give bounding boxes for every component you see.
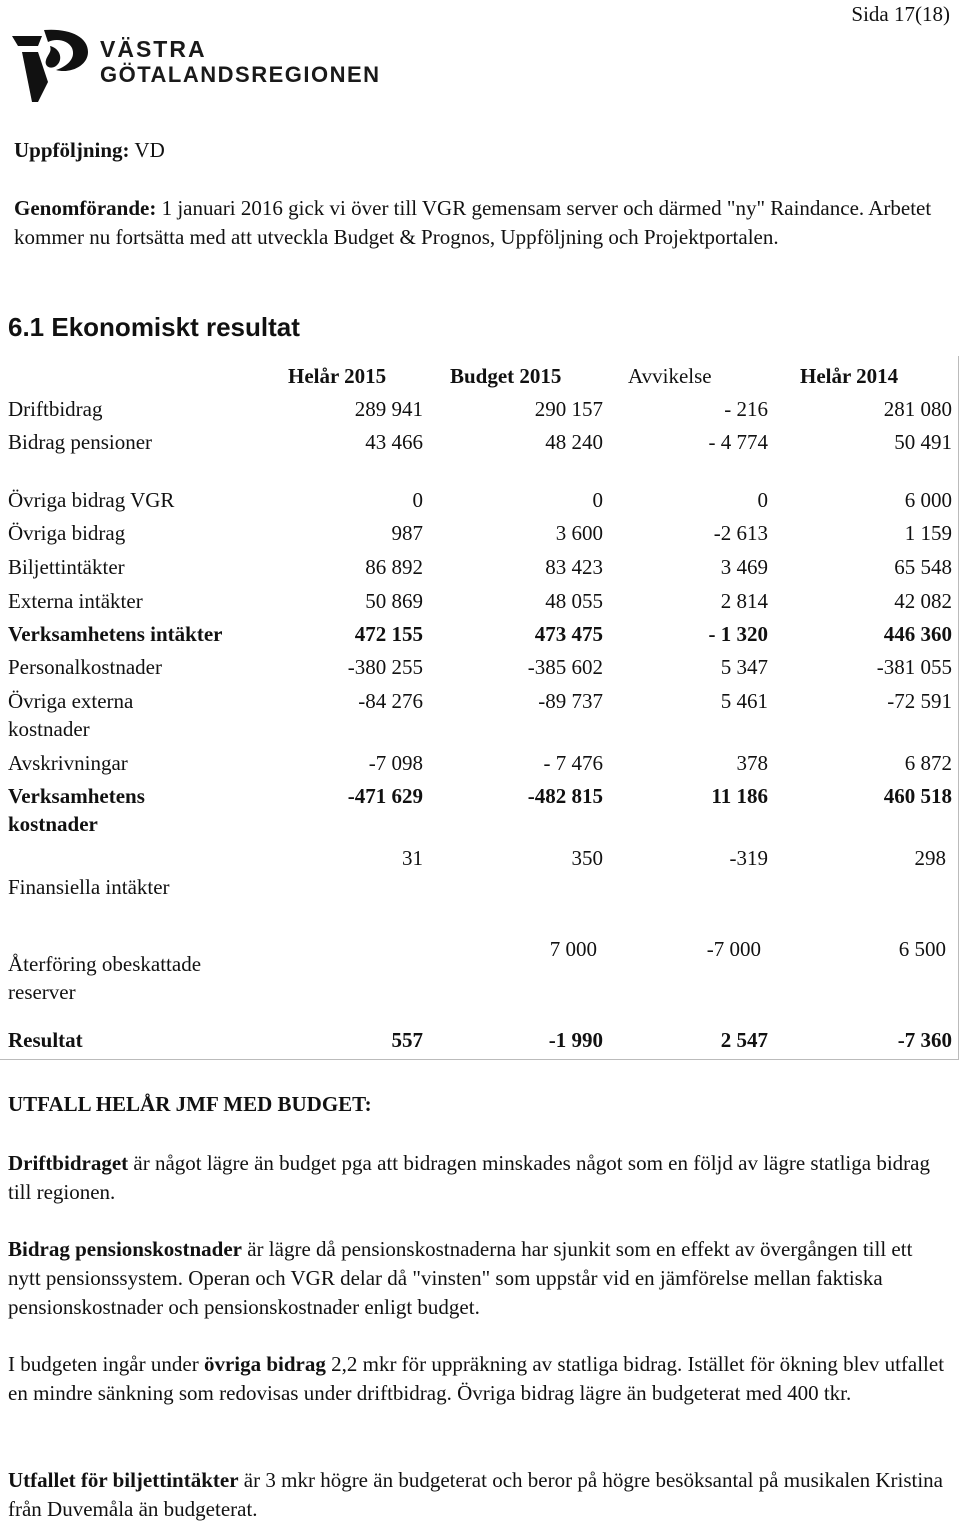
- paragraph-text: är lägre då pensionskostnaderna har sjunkit som en effekt av övergången till ett nytt pensionssystem. Operan och VGR delar då "vinsten" som uppstår vid en jämförelse mellan faktiska pensionskostnader och pensionskostnader enligt budget.: [8, 1237, 913, 1319]
- row-label: Externa intäkter: [8, 589, 143, 613]
- cell-helar-2014: 50 491: [894, 430, 952, 454]
- genomforande-paragraph: [14, 194, 934, 252]
- cell-helar-2015: 472 155: [354, 622, 423, 646]
- paragraph-text-pre: I budgeten ingår under: [8, 1352, 204, 1376]
- section-title: 6.1 Ekonomiskt resultat: [8, 312, 300, 342]
- paragraph-bold-lead: Driftbidraget: [8, 1151, 129, 1175]
- paragraph-text: 2,2 mkr för uppräkning av statliga bidrag. Istället för ökning blev utfallet en mindre sänkning som redovisas under driftbidrag. Övriga bidrag lägre än budgeterat med 400 tkr.: [8, 1352, 945, 1405]
- paragraph-text: är något lägre än budget pga att bidragen minskades något som en följd av lägre statliga bidrag till regionen.: [8, 1151, 930, 1204]
- cell-budget-2015: 3 600: [555, 521, 603, 545]
- paragraph-bold-lead: Bidrag pensionskostnader: [8, 1237, 242, 1261]
- cell-budget-2015: 350: [571, 846, 603, 870]
- cell-helar-2015: 50 869: [365, 589, 423, 613]
- cell-avvikelse: 5 461: [720, 689, 768, 713]
- cell-budget-2015: 48 240: [545, 430, 603, 454]
- cell-budget-2015: - 7 476: [543, 751, 603, 775]
- cell-budget-2015: 7 000: [549, 937, 597, 961]
- row-label: Finansiella intäkter: [8, 875, 170, 899]
- cell-budget-2015: 83 423: [545, 555, 603, 579]
- row-label-line-2: kostnader: [8, 717, 90, 741]
- cell-helar-2015: -471 629: [347, 784, 423, 808]
- row-label: Driftbidrag: [8, 397, 103, 421]
- cell-budget-2015: -89 737: [538, 689, 603, 713]
- uppfoljning-value: VD: [129, 138, 165, 162]
- logo-mark-icon: [8, 26, 94, 106]
- genomforande-label: Genomförande:: [14, 196, 157, 220]
- cell-helar-2015: -84 276: [358, 689, 423, 713]
- cell-avvikelse: -2 613: [713, 521, 768, 545]
- cell-avvikelse: 2 814: [720, 589, 768, 613]
- cell-helar-2014: 446 360: [883, 622, 952, 646]
- header-avvikelse: Avvikelse: [628, 364, 712, 388]
- row-label-line-1: Övriga externa: [8, 689, 134, 713]
- cell-avvikelse: 378: [736, 751, 768, 775]
- uppfoljning-line: [14, 136, 934, 165]
- cell-avvikelse: 2 547: [720, 1028, 768, 1052]
- paragraph-driftbidrag: [8, 1149, 948, 1207]
- cell-helar-2015: 289 941: [354, 397, 423, 421]
- uppfoljning-label: Uppföljning:: [14, 138, 130, 162]
- cell-avvikelse: - 4 774: [708, 430, 768, 454]
- cell-helar-2014: -7 360: [897, 1028, 952, 1052]
- paragraph-ovriga-bidrag: [8, 1350, 948, 1408]
- cell-helar-2014: 298: [914, 846, 946, 870]
- cell-avvikelse: 5 347: [720, 655, 768, 679]
- paragraph-pension: [8, 1235, 948, 1322]
- cell-avvikelse: - 216: [724, 397, 768, 421]
- header-helar-2014: Helår 2014: [800, 364, 899, 388]
- cell-helar-2015: -380 255: [347, 655, 423, 679]
- header-helar-2015: Helår 2015: [288, 364, 387, 388]
- page-number: Sida 17(18): [851, 2, 950, 26]
- cell-helar-2014: 460 518: [883, 784, 952, 808]
- row-label: [8, 687, 133, 743]
- row-label: Resultat: [8, 1028, 83, 1052]
- paragraph-bold-term: övriga bidrag: [203, 1352, 326, 1376]
- cell-helar-2015: 557: [391, 1028, 423, 1052]
- cell-helar-2014: 65 548: [894, 555, 952, 579]
- cell-budget-2015: 48 055: [545, 589, 603, 613]
- row-label: Verksamhetens intäkter: [8, 622, 223, 646]
- cell-avvikelse: 0: [757, 488, 768, 512]
- paragraph-bold-lead: Utfallet för biljettintäkter: [8, 1468, 239, 1492]
- row-label-line-1: Verksamhetens: [8, 784, 145, 808]
- cell-budget-2015: 0: [592, 488, 603, 512]
- cell-helar-2015: -7 098: [368, 751, 423, 775]
- cell-avvikelse: -7 000: [706, 937, 761, 961]
- row-label: Bidrag pensioner: [8, 430, 153, 454]
- cell-helar-2014: -72 591: [887, 689, 952, 713]
- row-label-line-1: Återföring obeskattade: [8, 952, 202, 976]
- cell-helar-2014: 6 872: [904, 751, 952, 775]
- cell-helar-2015: 31: [402, 846, 423, 870]
- cell-budget-2015: -1 990: [548, 1028, 603, 1052]
- cell-budget-2015: -385 602: [527, 655, 603, 679]
- logo-line-1: VÄSTRA: [100, 36, 207, 62]
- cell-avvikelse: 11 186: [711, 784, 768, 808]
- cell-avvikelse: - 1 320: [708, 622, 768, 646]
- cell-helar-2014: 6 000: [904, 488, 952, 512]
- cell-helar-2014: 6 500: [898, 937, 946, 961]
- cell-helar-2015: 987: [391, 521, 423, 545]
- row-label: Personalkostnader: [8, 655, 162, 679]
- cell-helar-2014: 1 159: [904, 521, 952, 545]
- row-label: Biljettintäkter: [8, 555, 125, 579]
- cell-helar-2014: 281 080: [883, 397, 952, 421]
- cell-helar-2015: 43 466: [365, 430, 423, 454]
- row-label: Övriga bidrag VGR: [8, 488, 175, 512]
- cell-helar-2015: 0: [412, 488, 423, 512]
- utfall-heading: UTFALL HELÅR JMF MED BUDGET:: [8, 1092, 372, 1116]
- row-label-line-2: kostnader: [8, 812, 98, 836]
- header-budget-2015: Budget 2015: [450, 364, 562, 388]
- cell-avvikelse: -319: [729, 846, 768, 870]
- vastra-gotalandsregionen-logo: [8, 26, 381, 106]
- cell-budget-2015: -482 815: [527, 784, 603, 808]
- logo-line-2: GÖTALANDSREGIONEN: [100, 62, 381, 87]
- cell-helar-2015: 86 892: [365, 555, 423, 579]
- genomforande-text: 1 januari 2016 gick vi över till VGR gemensam server och därmed "ny" Raindance. Arbetet kommer nu fortsätta med att utveckla Budget & Prognos, Uppföljning och Projektportalen.: [14, 196, 932, 249]
- cell-budget-2015: 473 475: [534, 622, 603, 646]
- row-label: [8, 782, 145, 838]
- row-label: [8, 950, 201, 1006]
- cell-helar-2014: 42 082: [894, 589, 952, 613]
- row-label: Avskrivningar: [8, 751, 128, 775]
- paragraph-text: är 3 mkr högre än budgeterat och beror på högre besöksantal på musikalen Kristina från Duvemåla än budgeterat.: [8, 1468, 943, 1521]
- paragraph-biljettintakter: [8, 1466, 948, 1524]
- cell-avvikelse: 3 469: [720, 555, 768, 579]
- logo-wordmark: [100, 36, 381, 88]
- cell-helar-2014: -381 055: [876, 655, 952, 679]
- row-label-line-2: reserver: [8, 980, 76, 1004]
- row-label: Övriga bidrag: [8, 521, 126, 545]
- cell-budget-2015: 290 157: [534, 397, 603, 421]
